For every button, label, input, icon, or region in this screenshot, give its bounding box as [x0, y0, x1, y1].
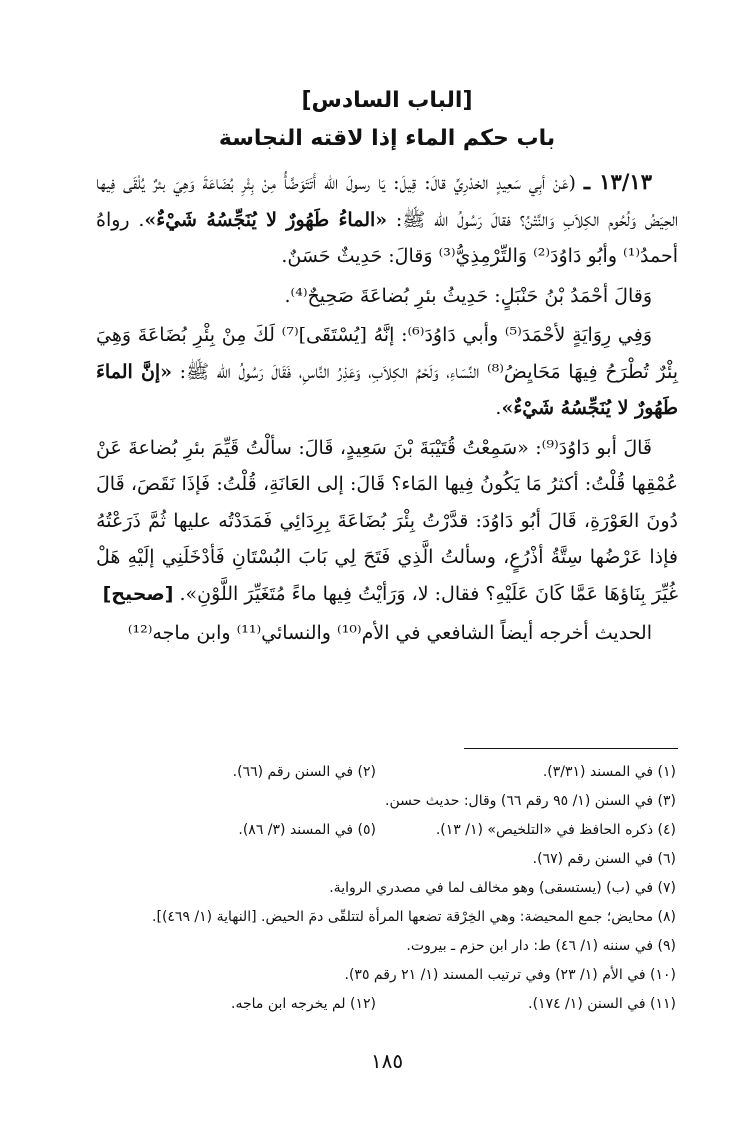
chapter-title: باب حكم الماء إذا لاقته النجاسة [218, 126, 556, 151]
paragraph-text: وَفِي رِوَايَةٍ لأحْمَدَ⁽⁵⁾ وأبي دَاوُدَ⁽⁶⁾: إنَّهُ [يُسْتَقَى]⁽⁷⁾ لَكَ مِنْ بِئْرِ بُضَاعَةَ وَهِيَ بِئْرٌ تُطْرَحُ فِيهَا مَحَايِضُ⁽⁸⁾ النِّسَاءِ، وَلَحْمُ الكِلاَبِ، وَعَذِرُ النَّاسِ، فَقَالَ رَسُولُ الله ﷺ: [96, 324, 678, 383]
footnote-row [96, 787, 676, 816]
paragraph-text: الحديث أخرجه أيضاً الشافعي في الأم⁽¹⁰⁾ والنسائي⁽¹¹⁾ وابن ماجه⁽¹²⁾ [127, 622, 652, 644]
footnote: (٢) في السنن رقم (٦٦). [232, 764, 376, 780]
footnote-row [96, 845, 676, 874]
hadith-quote: «الماءُ طَهُورٌ لا يُنَجِّسُهُ شَيْءٌ» [144, 208, 388, 231]
footnote: (١١) في السنن (١/ ١٧٤). [528, 996, 676, 1012]
footnotes [96, 758, 676, 1019]
footnote-row [96, 961, 676, 990]
footnote-row [96, 874, 676, 903]
hadith-paragraph [96, 430, 678, 613]
footnote-row [96, 903, 676, 932]
hadith-paragraph [96, 615, 678, 652]
hadith-quote: «إنَّ الماءَ طَهُورٌ لا يُنَجِّسُهُ شَيْءٌ» [96, 360, 678, 419]
book-page [96, 86, 678, 1073]
hadith-grade: [صحيح] [102, 582, 174, 605]
footnote: (١) في المسند (٣/٣١). [542, 764, 676, 780]
paragraph-text: . رواهُ أحمدُ⁽¹⁾ وأبُو دَاوُدَ⁽²⁾ وَالتِّرْمِذِيُّ⁽³⁾ وَقالَ: حَدِيثٌ حَسَنٌ. [96, 208, 678, 267]
footnote-row [96, 758, 676, 787]
hadith-number: ١٣/١٣ ـ [583, 169, 652, 194]
footnote: (١٢) لم يخرجه ابن ماجه. [231, 996, 376, 1012]
footnote: (٥) في المسند (٣/ ٨٦). [238, 822, 376, 838]
hadith-paragraph [96, 278, 678, 315]
paragraph-text: وَقالَ أحْمَدُ بْنُ حَنْبَلٍ: حَدِيثُ بئرِ بُضاعَةَ صَحِيحٌ⁽⁴⁾. [284, 284, 652, 307]
footnote-row [96, 990, 676, 1019]
footnote: (٣) في السنن (١/ ٩٥ رقم ٦٦) وقال: حديث حسن. [385, 793, 676, 809]
hadith-paragraph [96, 164, 678, 275]
paragraph-text: . [495, 397, 502, 419]
paragraph-text: (عَنْ أبِي سَعِيدٍ الخدْرِيِّ قالَ: قِيلَ: يَا رسولَ الله أَتَتَوَضَّأُ مِنْ بِئْرِ بُضَاعَةَ وَهِيَ بئرٌ يُلْقَى فِيها الحِيَضُ وَلُحُوم الكِلاَبِ وَالنَّتْنُ؟ فقالَ رَسُولُ الله ﷺ: [96, 172, 678, 231]
chapter-label: [الباب السادس] [301, 88, 473, 113]
footnote: (١٠) في الأم (١/ ٢٣) وفي ترتيب المسند (١/ ٢١ رقم ٣٥). [344, 967, 676, 983]
footnote: (٨) محايض؛ جمع المحيضة: وهي الخِرْقة تضعها المرأة لتتلقّى دمَ الحيض. [النهاية (١/ ٤٦٩)]. [152, 909, 676, 925]
footnote: (٧) في (ب) (يستسقى) وهو مخالف لما في مصدري الرواية. [329, 880, 676, 896]
footnote: (٦) في السنن رقم (٦٧). [532, 851, 676, 867]
footnote: (٤) ذكره الحافظ في «التلخيص» (١/ ١٣). [435, 822, 676, 838]
footnote-row [96, 816, 676, 845]
paragraph-text: قَالَ أبو دَاوُدَ⁽⁹⁾: «سَمِعْتُ قُتَيْبَةَ بْنَ سَعِيدٍ، قَالَ: سألْتُ قَيِّمَ بئرِ بُضاعةَ عَنْ عُمْقِها قُلْتُ: أكثرُ مَا يَكُونُ فِيها المَاء؟ قَالَ: إلى العَانَةِ، قُلْتُ: فَإذَا نَقَصَ، قَالَ دُونَ العَوْرَةِ، قَالَ أبُو دَاوُدَ: قدَّرْتُ بِئْرَ بُضَاعَةَ بِرِدَائِي فَمَدَدْتُه عليها ثُمَّ ذَرَعْتُهُ فإذا عَرْضُها سِتَّةُ أذْرُعٍ، وسألتُ الَّذِي فَتَحَ لِي بَابَ البُسْتَانِ فَأدْخَلَنِي إلَيْهِ هَلْ غُيِّرَ بِنَاؤهَا عَمَّا كَانَ عَلَيْهِ؟ فقال: لا، وَرَأيْتُ فِيها ماءً مُتَغَيِّرَ اللَّوْنِ». [96, 436, 678, 605]
footnote-divider [464, 748, 678, 749]
page-number: ١٨٥ [370, 1049, 404, 1073]
footnote: (٩) في سننه (١/ ٤٦) ط: دار ابن حزم ـ بيروت. [406, 938, 676, 954]
hadith-paragraph [96, 317, 678, 427]
footnote-row [96, 932, 676, 961]
